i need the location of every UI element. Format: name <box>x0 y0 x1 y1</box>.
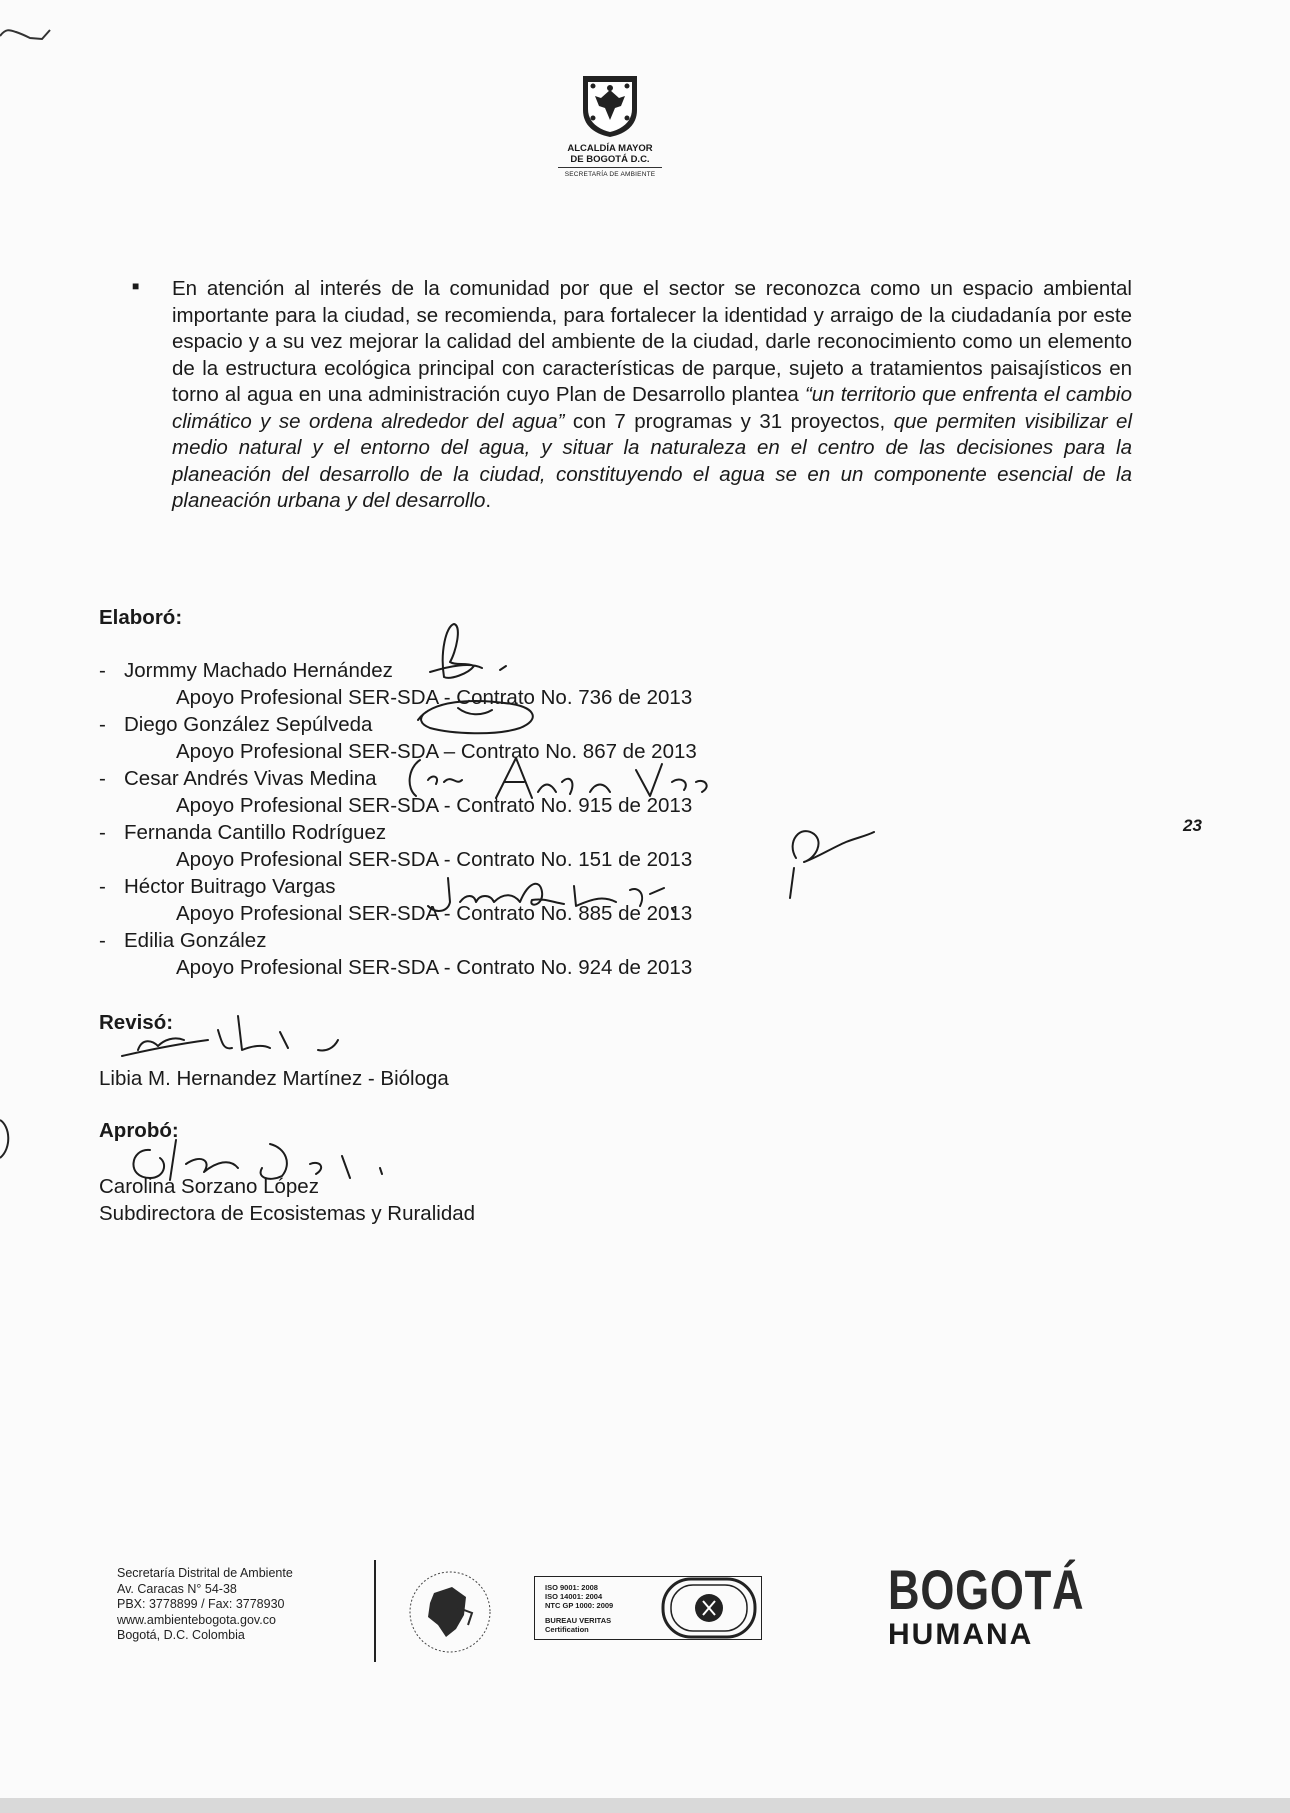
bureau-veritas-seal-icon <box>657 1577 761 1639</box>
list-item: - Diego González Sepúlveda <box>99 713 373 736</box>
aprobo-name: Carolina Sorzano López <box>99 1175 319 1198</box>
list-item-role: Apoyo Profesional SER-SDA - Contrato No. 924 de 2013 <box>176 956 693 979</box>
list-item-role: Apoyo Profesional SER-SDA - Contrato No. 885 de 2013 <box>176 902 693 925</box>
page-bottom-edge <box>0 1798 1290 1813</box>
list-item: - Jormmy Machado Hernández <box>99 659 393 682</box>
list-item-role: Apoyo Profesional SER-SDA - Contrato No. 915 de 2013 <box>176 794 693 817</box>
elaboro-list <box>99 657 697 981</box>
aprobo-title: Subdirectora de Ecosistemas y Ruralidad <box>99 1202 476 1225</box>
footer-address: Secretaría Distrital de Ambiente Av. Caracas N° 54-38 PBX: 3778899 / Fax: 3778930 www.ambientebogota.gov.co Bogotá, D.C. Colombia <box>117 1566 293 1642</box>
organization-name: ALCALDÍA MAYOR DE BOGOTÁ D.C. SECRETARÍA DE AMBIENTE <box>540 143 680 180</box>
list-item: - Edilia González <box>99 929 267 952</box>
list-item-role: Apoyo Profesional SER-SDA – Contrato No. 867 de 2013 <box>176 740 697 763</box>
page-number: 23 <box>1183 816 1202 835</box>
bullet-icon: ■ <box>132 279 140 293</box>
list-item: - Fernanda Cantillo Rodríguez <box>99 821 387 844</box>
scan-mark-icon <box>0 22 60 44</box>
certification-note <box>538 1645 540 1651</box>
list-item-role: Apoyo Profesional SER-SDA - Contrato No. 736 de 2013 <box>176 686 693 709</box>
aprobo-heading: Aprobó: <box>99 1119 179 1142</box>
scan-edge-mark-icon <box>0 1118 14 1160</box>
list-item: - Héctor Buitrago Vargas <box>99 875 336 898</box>
signature-fernanda <box>776 818 876 902</box>
list-item: - Cesar Andrés Vivas Medina <box>99 767 377 790</box>
colombia-map-seal-icon <box>394 1567 506 1657</box>
certification-badge: ISO 9001: 2008 ISO 14001: 2004 NTC GP 1000: 2009 BUREAU VERITAS Certification <box>534 1576 762 1640</box>
list-item-role: Apoyo Profesional SER-SDA - Contrato No. 151 de 2013 <box>176 848 693 871</box>
reviso-name: Libia M. Hernandez Martínez - Bióloga <box>99 1067 449 1090</box>
elaboro-heading: Elaboró: <box>99 606 183 629</box>
bogota-coat-of-arms-icon <box>581 74 639 138</box>
recommendation-paragraph: En atención al interés de la comunidad por que el sector se reconozca como un espacio ambiental importante para la ciudad, se recomienda, para fortalecer la identidad y arraigo de la ciudadanía por este espacio y a su vez mejorar la calidad del ambiente de la ciudad, darle reconocimiento como un elemento de la estructura ecológica principal con características de parque, sujeto a tratamientos paisajísticos en torno al agua en una administración cuyo Plan de Desarrollo plantea “un territorio que enfrenta el cambio climático y se ordena alrededor del agua” con 7 programas y 31 proyectos, que permiten visibilizar el medio natural y el entorno del agua, y situar la naturaleza en el centro de las decisiones para la planeación del desarrollo de la ciudad, constituyendo el agua se en un componente esencial de la planeación urbana y del desarrollo. <box>172 277 1133 512</box>
reviso-heading: Revisó: <box>99 1011 174 1034</box>
bogota-humana-logo: BOGOTÁ HUMANA <box>888 1558 1085 1651</box>
footer-divider <box>374 1560 376 1662</box>
